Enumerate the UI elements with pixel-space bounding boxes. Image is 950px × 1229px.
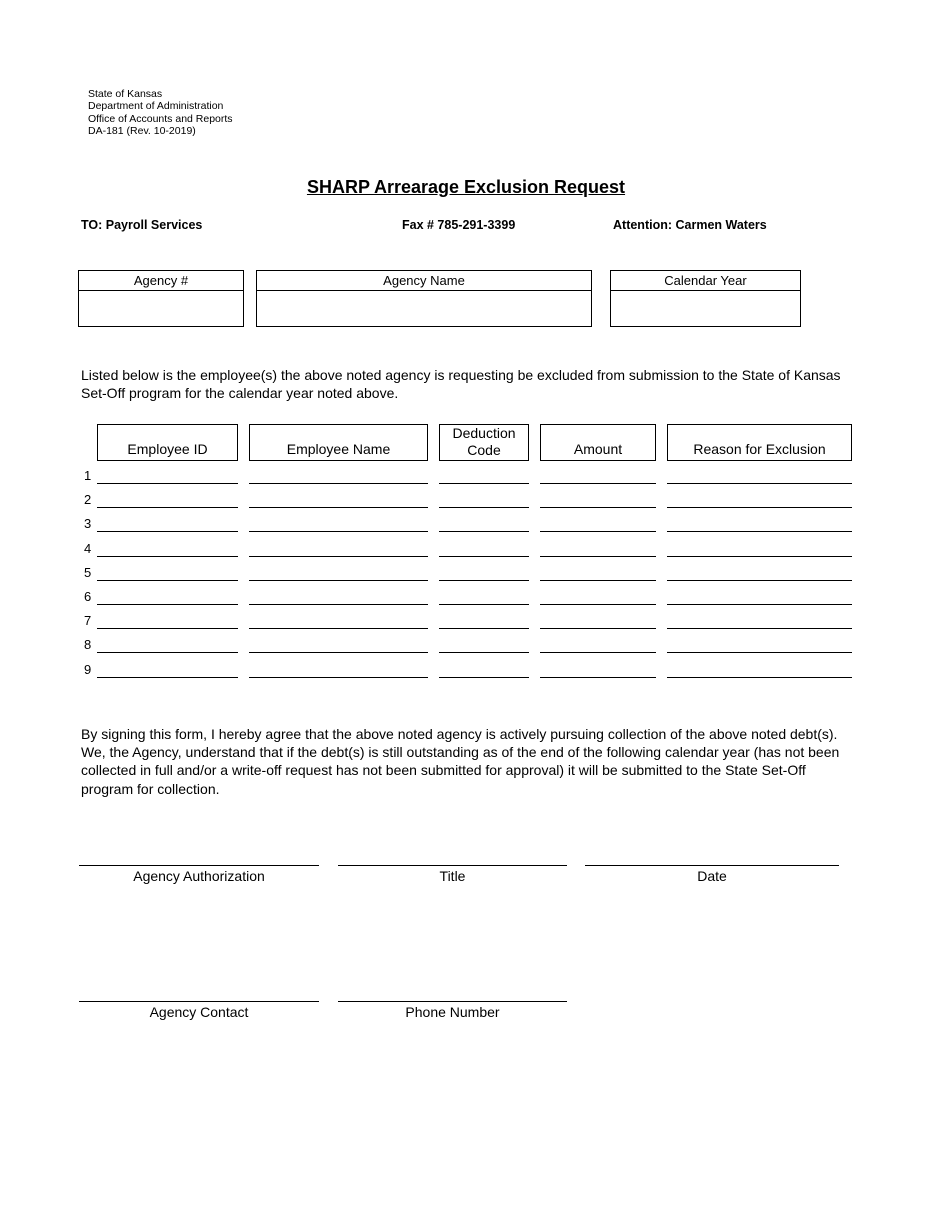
row-number: 8	[84, 637, 92, 653]
employee-name-cell[interactable]	[249, 559, 428, 581]
column-employee-name	[249, 424, 428, 461]
employee-id-cell[interactable]	[97, 535, 238, 557]
title-signature-line[interactable]	[338, 865, 567, 866]
authorization-label: Agency Authorization	[133, 868, 265, 884]
amount-cell[interactable]	[540, 559, 656, 581]
phone-label: Phone Number	[405, 1004, 500, 1020]
agreement-paragraph: By signing this form, I hereby agree that the above noted agency is actively pursuing collection of the above noted debt(s). We, the Agency, understand that if the debt(s) is still outstanding as of the end of the following calendar year (has not been collected in full and/or a write-off request has not been submitted for approval) it will be submitted to the State Set-Off program for collection.	[81, 726, 840, 797]
page-title: SHARP Arrearage Exclusion Request	[306, 177, 626, 197]
intro-paragraph: Listed below is the employee(s) the above noted agency is requesting be excluded from submission to the State of Kansas Set-Off program for the calendar year noted above.	[81, 367, 841, 402]
agency-number-box	[78, 270, 244, 327]
employee-id-cell[interactable]	[97, 462, 238, 484]
header-department: Department of Administration	[88, 100, 224, 113]
attention-line: Attention: Carmen Waters	[613, 218, 767, 232]
amount-cell[interactable]	[540, 656, 656, 678]
title-label: Title	[439, 868, 466, 884]
header-office: Office of Accounts and Reports	[88, 112, 233, 125]
row-number: 1	[84, 468, 92, 483]
row-number: 7	[84, 613, 92, 629]
column-employee-id	[97, 424, 238, 461]
contact-label: Agency Contact	[149, 1004, 249, 1020]
date-label: Date	[697, 868, 727, 884]
row-number: 2	[84, 492, 92, 508]
employee-name-cell[interactable]	[249, 607, 428, 629]
phone-signature-line[interactable]	[338, 1001, 567, 1002]
column-deduction-code-line2: Code	[467, 441, 501, 458]
agency-number-field[interactable]	[79, 291, 243, 327]
deduction-code-cell[interactable]	[439, 607, 529, 629]
employee-name-cell[interactable]	[249, 583, 428, 605]
amount-cell[interactable]	[540, 631, 656, 653]
calendar-year-label: Calendar Year	[611, 271, 800, 291]
agency-number-label: Agency #	[79, 271, 243, 291]
employee-id-cell[interactable]	[97, 486, 238, 508]
reason-cell[interactable]	[667, 583, 852, 605]
row-number: 9	[84, 661, 92, 677]
authorization-signature-line[interactable]	[79, 865, 319, 866]
row-number: 4	[84, 540, 92, 556]
amount-cell[interactable]	[540, 486, 656, 508]
column-amount	[540, 424, 656, 461]
column-deduction-code-line1: Deduction	[452, 424, 516, 441]
row-number: 6	[84, 589, 92, 604]
employee-name-cell[interactable]	[249, 656, 428, 678]
column-amount-label: Amount	[573, 441, 623, 457]
row-number: 5	[84, 564, 92, 580]
column-employee-id-label: Employee ID	[127, 441, 208, 457]
employee-id-cell[interactable]	[97, 510, 238, 532]
employee-id-cell[interactable]	[97, 559, 238, 581]
column-employee-name-label: Employee Name	[286, 441, 391, 457]
reason-cell[interactable]	[667, 462, 852, 484]
form-header	[88, 88, 233, 138]
amount-cell[interactable]	[540, 535, 656, 557]
deduction-code-cell[interactable]	[439, 510, 529, 532]
amount-cell[interactable]	[540, 510, 656, 532]
row-number: 3	[84, 516, 92, 532]
employee-id-cell[interactable]	[97, 631, 238, 653]
reason-cell[interactable]	[667, 535, 852, 557]
deduction-code-cell[interactable]	[439, 462, 529, 484]
reason-cell[interactable]	[667, 486, 852, 508]
to-recipient: TO: Payroll Services	[81, 218, 203, 232]
amount-cell[interactable]	[540, 607, 656, 629]
deduction-code-cell[interactable]	[439, 656, 529, 678]
calendar-year-field[interactable]	[611, 291, 800, 327]
employee-name-cell[interactable]	[249, 510, 428, 532]
reason-cell[interactable]	[667, 656, 852, 678]
employee-name-cell[interactable]	[249, 631, 428, 653]
header-state: State of Kansas	[88, 88, 163, 100]
column-deduction-code	[439, 424, 529, 461]
employee-name-cell[interactable]	[249, 535, 428, 557]
agency-name-label: Agency Name	[257, 271, 591, 291]
employee-id-cell[interactable]	[97, 656, 238, 678]
employee-id-cell[interactable]	[97, 583, 238, 605]
agency-name-box	[256, 270, 592, 327]
deduction-code-cell[interactable]	[439, 559, 529, 581]
amount-cell[interactable]	[540, 583, 656, 605]
deduction-code-cell[interactable]	[439, 486, 529, 508]
deduction-code-cell[interactable]	[439, 631, 529, 653]
reason-cell[interactable]	[667, 559, 852, 581]
employee-name-cell[interactable]	[249, 462, 428, 484]
employee-name-cell[interactable]	[249, 486, 428, 508]
header-form-number: DA-181 (Rev. 10-2019)	[88, 125, 196, 138]
date-signature-line[interactable]	[585, 865, 839, 866]
amount-cell[interactable]	[540, 462, 656, 484]
column-reason	[667, 424, 852, 461]
contact-signature-line[interactable]	[79, 1001, 319, 1002]
deduction-code-cell[interactable]	[439, 535, 529, 557]
reason-cell[interactable]	[667, 510, 852, 532]
column-reason-label: Reason for Exclusion	[693, 441, 826, 457]
reason-cell[interactable]	[667, 607, 852, 629]
employee-id-cell[interactable]	[97, 607, 238, 629]
fax-number: Fax # 785-291-3399	[402, 218, 516, 232]
deduction-code-cell[interactable]	[439, 583, 529, 605]
calendar-year-box	[610, 270, 801, 327]
reason-cell[interactable]	[667, 631, 852, 653]
agency-name-field[interactable]	[257, 291, 591, 327]
